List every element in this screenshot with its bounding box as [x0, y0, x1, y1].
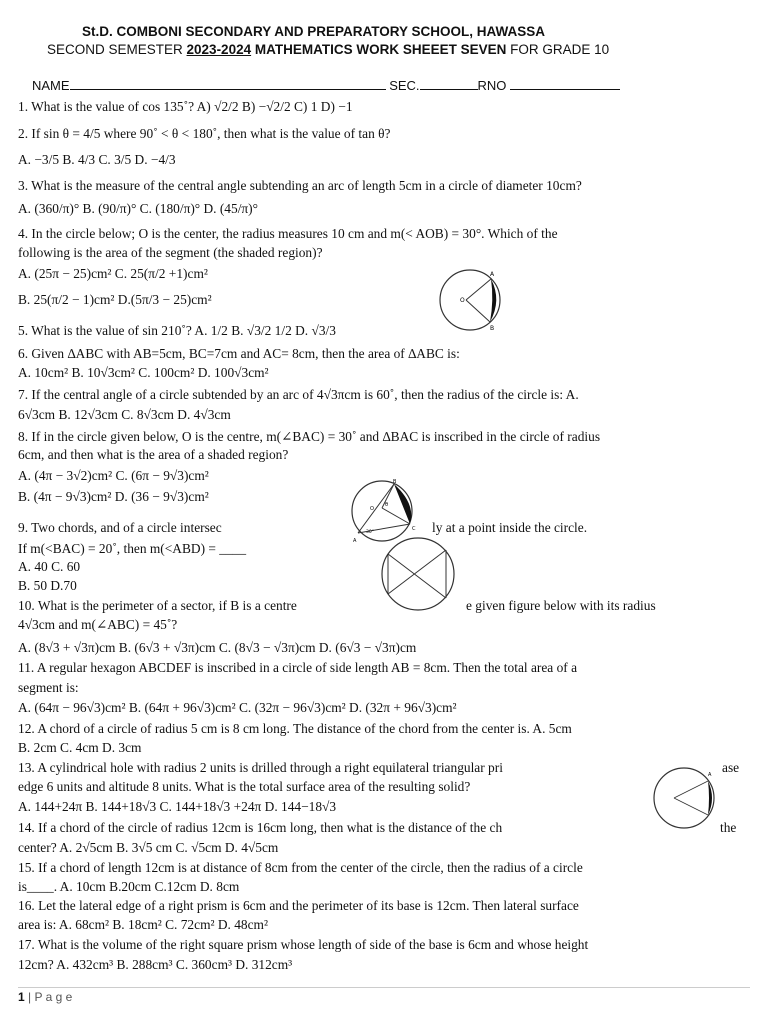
- page-label: P a g e: [34, 990, 73, 1004]
- rno-label: RNO: [477, 78, 507, 93]
- question-7-options: 6√3cm B. 12√3cm C. 8√3cm D. 4√3cm: [18, 407, 231, 422]
- question-9-tail: ly at a point inside the circle.: [432, 520, 588, 535]
- question-4-options-ac: A. (25π − 25)cm² C. 25(π/2 +1)cm²: [18, 266, 208, 281]
- figure-label-a: A: [708, 772, 712, 778]
- circle-segment-figure: [434, 262, 514, 348]
- intersecting-chords-figure: [374, 534, 466, 614]
- figure-label-c: C: [412, 526, 416, 532]
- worksheet-subtitle: SECOND SEMESTER 2023-2024 MATHEMATICS WORK SHEEET SEVEN FOR GRADE 10: [47, 42, 610, 57]
- school-name: St.D. COMBONI SECONDARY AND PREPARATORY SCHOOL, HAWASSA: [82, 24, 546, 39]
- question-13-options: A. 144+24π B. 144+18√3 C. 144+18√3 +24π D. 144−18√3: [18, 799, 337, 814]
- question-9-cont: If m(<BAC) = 20˚, then m(<ABD) = ____: [18, 541, 247, 556]
- question-16-options: area is: A. 68cm² B. 18cm² C. 72cm² D. 48cm²: [18, 917, 268, 932]
- question-11-options: A. (64π − 96√3)cm² B. (64π + 96√3)cm² C. (32π − 96√3)cm² D. (32π + 96√3)cm²: [18, 700, 457, 715]
- question-10-options: A. (8√3 + √3π)cm B. (6√3 + √3π)cm C. (8√3 − √3π)cm D. (6√3 − √3π)cm: [18, 640, 417, 655]
- question-3-options: A. (360/π)° B. (90/π)° C. (180/π)° D. (45/π)°: [18, 201, 258, 216]
- question-8-cont: 6cm, and then what is the area of a shaded region?: [18, 447, 289, 462]
- question-10: 10. What is the perimeter of a sector, if B is a centre: [18, 598, 297, 613]
- question-15: 15. If a chord of length 12cm is at distance of 8cm from the center of the circle, then the radius of a circle: [18, 860, 583, 875]
- question-5: 5. What is the value of sin 210˚? A. 1/2 B. √3/2 1/2 D. √3/3: [18, 323, 336, 338]
- figure-label-o: O: [370, 506, 374, 512]
- question-11-cont: segment is:: [18, 680, 79, 695]
- question-14: 14. If a chord of the circle of radius 12cm is 16cm long, then what is the distance of the ch: [18, 820, 503, 835]
- question-12: 12. A chord of a circle of radius 5 cm is 8 cm long. The distance of the chord from the center is. A. 5cm: [18, 721, 572, 736]
- figure-label-o: O: [460, 297, 465, 304]
- footer-divider: [18, 987, 750, 988]
- name-field[interactable]: [70, 77, 386, 90]
- question-13-cont: edge 6 units and altitude 8 units. What is the total surface area of the resulting solid?: [18, 779, 471, 794]
- figure-label-theta: θ: [385, 502, 389, 508]
- page-number: 1: [18, 990, 25, 1004]
- question-2: 2. If sin θ = 4/5 where 90˚ < θ < 180˚, then what is the value of tan θ?: [18, 126, 391, 141]
- question-6-options: A. 10cm² B. 10√3cm² C. 100cm² D. 100√3cm²: [18, 365, 269, 380]
- question-1: 1. What is the value of cos 135˚? A) √2/2 B) −√2/2 C) 1 D) −1: [18, 99, 353, 114]
- question-6: 6. Given ∆ABC with AB=5cm, BC=7cm and AC= 8cm, then the area of ∆ABC is:: [18, 346, 460, 361]
- question-4: 4. In the circle below; O is the center, the radius measures 10 cm and m(< AOB) = 30°. Which of the: [18, 226, 558, 241]
- sec-field[interactable]: [420, 77, 478, 90]
- question-3: 3. What is the measure of the central angle subtending an arc of length 5cm in a circle of diameter 10cm?: [18, 178, 582, 193]
- question-9-options-bd: B. 50 D.70: [18, 578, 77, 593]
- page-footer: 1 | P a g e: [18, 990, 73, 1004]
- question-15-options: is____. A. 10cm B.20cm C.12cm D. 8cm: [18, 879, 240, 894]
- question-9-options-ac: A. 40 C. 60: [18, 559, 81, 574]
- question-11: 11. A regular hexagon ABCDEF is inscribed in a circle of side length AB = 8cm. Then the total area of a: [18, 660, 578, 675]
- figure-label-a: A: [490, 271, 495, 278]
- question-17: 17. What is the volume of the right square prism whose length of side of the base is 6cm and whose height: [18, 937, 589, 952]
- question-7: 7. If the central angle of a circle subtended by an arc of 4√3πcm is 60˚, then the radius of the circle is: A.: [18, 387, 579, 402]
- question-9: 9. Two chords, and of a circle intersec: [18, 520, 222, 535]
- question-4-options-bd: B. 25(π/2 − 1)cm² D.(5π/3 − 25)cm²: [18, 292, 212, 307]
- question-8-options-ac: A. (4π − 3√2)cm² C. (6π − 9√3)cm²: [18, 468, 209, 483]
- question-16: 16. Let the lateral edge of a right prism is 6cm and the perimeter of its base is 12cm. Then lateral surface: [18, 898, 579, 913]
- rno-field[interactable]: [510, 77, 620, 90]
- question-8-options-bd: B. (4π − 9√3)cm² D. (36 − 9√3)cm²: [18, 489, 209, 504]
- name-label: NAME: [32, 78, 70, 93]
- figure-label-angle: 30°: [366, 530, 374, 535]
- figure-label-b: B: [490, 325, 495, 332]
- question-17-options: 12cm? A. 432cm³ B. 288cm³ C. 360cm³ D. 312cm³: [18, 957, 293, 972]
- question-14-tail: the: [720, 820, 737, 835]
- figure-label-a: A: [353, 538, 357, 544]
- question-8: 8. If in the circle given below, O is the centre, m(∠BAC) = 30˚ and ∆BAC is inscribed in the circle of radius: [18, 429, 601, 444]
- question-4-cont: following is the area of the segment (the shaded region)?: [18, 245, 323, 260]
- sec-label: SEC.: [389, 78, 420, 93]
- question-10-tail: e given figure below with its radius: [466, 598, 656, 613]
- question-14-options: center? A. 2√5cm B. 3√5 cm C. √5cm D. 4√5cm: [18, 840, 279, 855]
- figure-label-b: B: [393, 479, 397, 485]
- student-fields: [32, 77, 620, 93]
- circle-chord-figure: [650, 764, 722, 832]
- question-10-cont: 4√3cm and m(∠ABC) = 45˚?: [18, 617, 178, 632]
- question-2-options: A. −3/5 B. 4/3 C. 3/5 D. −4/3: [18, 152, 176, 167]
- question-12-options: B. 2cm C. 4cm D. 3cm: [18, 740, 142, 755]
- question-13-tail: ase: [722, 760, 740, 775]
- question-13: 13. A cylindrical hole with radius 2 units is drilled through a right equilateral triangular pri: [18, 760, 503, 775]
